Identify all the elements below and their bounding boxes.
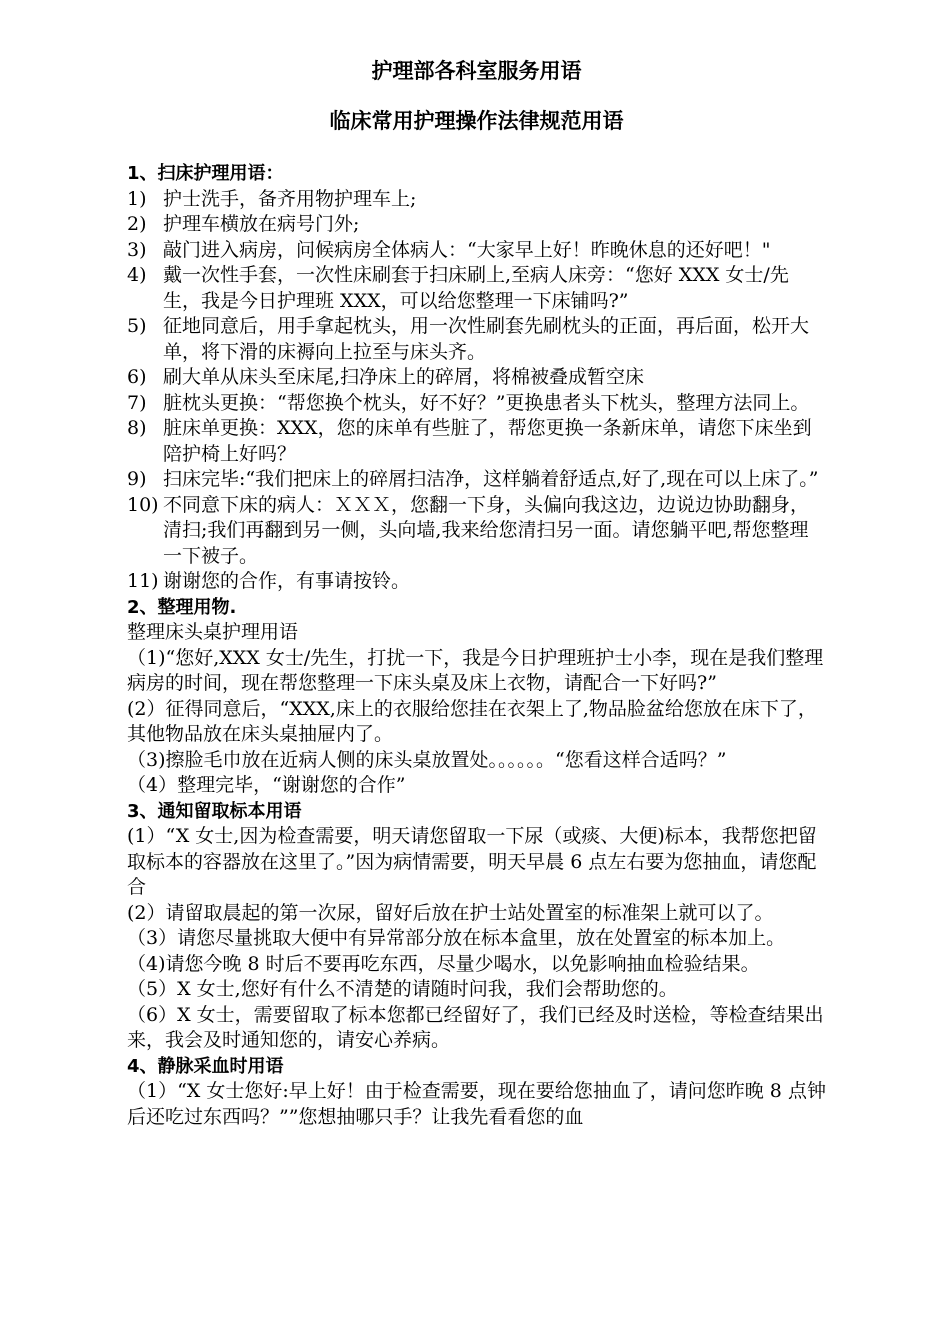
paragraph: （1）“X 女士您好:早上好！由于检查需要，现在要给您抽血了，请问您昨晚 8 点钟后还吃过东西吗？””您想抽哪只手？让我先看看您的血 (127, 1080, 826, 1128)
section-heading-1: 1、扫床护理用语： (127, 163, 284, 184)
list-number: 7) (127, 391, 147, 414)
section-subtitle: 整理床头桌护理用语 (127, 621, 299, 643)
list-text: 戴一次性手套，一次性床刷套于扫床刷上,至病人床旁：“您好 XXX 女士/先生，我是今日护理班 XXX，可以给您整理一下床铺吗?” (163, 264, 789, 312)
list-number: 10) (127, 493, 159, 516)
list-item (127, 391, 826, 417)
list-number: 2) (127, 213, 147, 235)
paragraph: (2）请留取晨起的第一次尿，留好后放在护士站处置室的标准架上就可以了。 (127, 901, 774, 924)
list-number: 9) (127, 468, 147, 490)
section-heading-4: 4、静脉采血时用语 (127, 1055, 284, 1077)
document-subtitle: 临床常用护理操作法律规范用语 (329, 109, 624, 133)
paragraph: （5）X 女士,您好有什么不清楚的请随时问我，我们会帮助您的。 (127, 978, 678, 1000)
section-heading-2: 2、整理用物. (127, 596, 237, 618)
list-number: 8) (127, 417, 147, 439)
list-number: 1) (127, 187, 147, 210)
list-item (127, 467, 826, 493)
paragraph: （3）请您尽量挑取大便中有异常部分放在标本盒里，放在处置室的标本加上。 (127, 927, 786, 949)
list-text: 扫床完毕:“我们把床上的碎屑扫洁净，这样躺着舒适点,好了,现在可以上床了。” (163, 468, 819, 490)
list-number: 5) (127, 315, 147, 337)
list-text: 刷大单从床头至床尾,扫净床上的碎屑，将棉被叠成暂空床 (163, 366, 645, 388)
list-number: 3) (127, 238, 147, 261)
paragraph: （4）整理完毕，“谢谢您的合作” (127, 774, 406, 796)
list-number: 4) (127, 264, 147, 286)
paragraph: （4)请您今晚 8 时后不要再吃东西，尽量少喝水，以免影响抽血检验结果。 (127, 952, 760, 975)
list-item (127, 365, 826, 391)
section-heading-3: 3、通知留取标本用语 (127, 800, 302, 822)
list-text: 敲门进入病房，问候病房全体病人：“大家早上好！昨晚休息的还好吧！" (163, 238, 771, 261)
list-item (127, 314, 826, 365)
list-item (127, 416, 826, 467)
list-item (127, 187, 826, 213)
paragraph: (2）征得同意后，“XXX,床上的衣服给您挂在衣架上了,物品脸盆给您放在床下了，其他物品放在床头桌抽屉内了。 (127, 697, 817, 745)
list-item (127, 212, 826, 238)
list-text: 不同意下床的病人：ＸＸＸ，您翻一下身，头偏向我这边，边说边协助翻身，清扫;我们再翻到另一侧，头向墙,我来给您清扫另一面。请您躺平吧,帮您整理一下被子。 (163, 493, 810, 567)
section-1-list (127, 187, 826, 595)
list-number: 11) (127, 570, 159, 592)
list-item (127, 493, 826, 570)
list-text: 征地同意后，用手拿起枕头，用一次性刷套先刷枕头的正面，再后面，松开大单，将下滑的床褥向上拉至与床头齐。 (163, 315, 810, 363)
list-item (127, 238, 826, 264)
list-text: 护理车横放在病号门外; (163, 213, 360, 235)
list-item (127, 569, 826, 595)
list-text: 谢谢您的合作，有事请按铃。 (163, 570, 411, 592)
list-number: 6) (127, 366, 147, 388)
paragraph: （3)擦脸毛巾放在近病人侧的床头桌放置处。。。。。。“您看这样合适吗？” (127, 748, 727, 771)
list-text: 脏床单更换：XXX，您的床单有些脏了，帮您更换一条新床单，请您下床坐到陪护椅上好吗？ (163, 417, 812, 465)
paragraph: （1)“您好,XXX 女士/先生，打扰一下，我是今日护理班护士小李，现在是我们整理病房的时间，现在帮您整理一下床头桌及床上衣物，请配合一下好吗?” (127, 646, 824, 694)
document-title: 护理部各科室服务用语 (371, 59, 582, 83)
list-item (127, 263, 826, 314)
list-text: 脏枕头更换：“帮您换个枕头，好不好？”更换患者头下枕头，整理方法同上。 (163, 391, 810, 414)
paragraph: （6）X 女士，需要留取了标本您都已经留好了，我们已经及时送检，等检查结果出来，我会及时通知您的，请安心养病。 (127, 1003, 824, 1051)
paragraph: (1）“X 女士,因为检查需要，明天请您留取一下尿（或痰、大便)标本，我帮您把留取标本的容器放在这里了。”因为病情需要，明天早晨 6 点左右要为您抽血，请您配合 (127, 825, 817, 898)
list-text: 护士洗手，备齐用物护理车上; (163, 187, 417, 210)
